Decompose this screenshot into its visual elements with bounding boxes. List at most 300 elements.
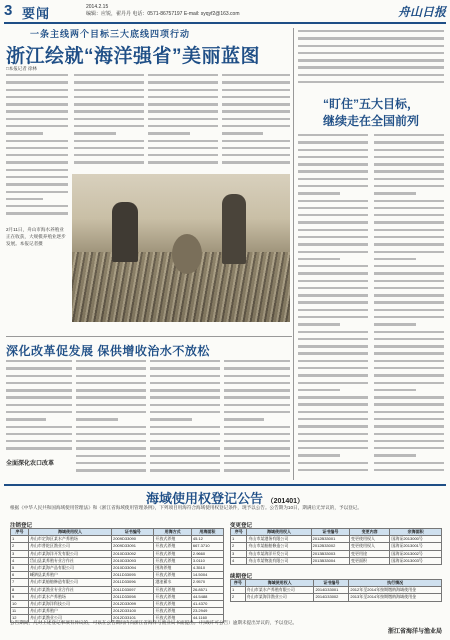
text-line (150, 360, 220, 362)
column-header: 证书编号 (112, 529, 154, 536)
table-cell: 2012B33001 (311, 536, 349, 543)
text-line (298, 258, 340, 260)
text-line (150, 462, 220, 464)
text-line (6, 110, 68, 112)
second-body-col-2 (76, 360, 146, 480)
text-line (6, 132, 43, 134)
text-line (374, 229, 444, 231)
text-line (148, 118, 218, 120)
text-line (76, 411, 146, 413)
table-row (11, 601, 224, 608)
text-line (298, 265, 368, 267)
table-row (11, 565, 224, 572)
text-line (298, 360, 368, 362)
text-line (150, 433, 220, 435)
text-line (6, 96, 68, 98)
table-cell: 舟山市某海洋开发公司 (247, 550, 311, 557)
second-subhead: 全面深化农口改革 (6, 461, 55, 467)
table-row (231, 550, 442, 557)
table-cell: 舟山市普陀区渔业公司 (28, 543, 111, 550)
table-row (11, 536, 224, 543)
text-line (374, 389, 416, 391)
text-line (374, 236, 444, 238)
text-line (150, 447, 220, 449)
table-cell: 国海证2013002号 (390, 550, 442, 557)
text-line (374, 178, 444, 180)
text-line (374, 141, 444, 143)
text-line (298, 418, 368, 420)
text-line (374, 323, 416, 325)
table-cell: 9 (11, 593, 29, 600)
second-body-col-1 (6, 360, 72, 456)
text-line (150, 396, 220, 398)
text-line (74, 103, 144, 105)
text-line (298, 454, 340, 456)
text-line (298, 316, 368, 318)
text-line (374, 403, 444, 405)
table-cell: 2012年至2014年按期缴纳海域使用金 (349, 587, 442, 594)
text-line (298, 374, 368, 376)
text-line (298, 30, 444, 32)
table-cell: 4 (231, 557, 247, 564)
text-line (374, 163, 444, 165)
table-cell: 2014D33001 (314, 587, 349, 594)
text-line (374, 454, 416, 456)
announcement-issue: （201401） (266, 498, 304, 505)
text-line (374, 200, 444, 202)
text-line (148, 81, 218, 83)
table-cell: 2011D33096 (112, 579, 154, 586)
text-line (374, 214, 444, 216)
text-line (148, 140, 218, 142)
text-line (374, 462, 444, 464)
table-cell: 舟山市某水产养殖有限公司 (245, 587, 314, 594)
right-table-title: 变更登记 (230, 523, 253, 529)
table-row (11, 572, 224, 579)
text-line (222, 118, 290, 120)
editor-credit: 编辑：应锐，翟丹丹 (86, 11, 132, 17)
column-header: 变更内容 (350, 529, 390, 536)
text-line (148, 96, 218, 98)
feature-headline-line1: “盯住”五大目标， (322, 97, 419, 111)
text-line (374, 309, 444, 311)
text-line (76, 469, 146, 471)
text-line (6, 198, 43, 200)
left-table-title: 注销登记 (10, 523, 33, 529)
text-line (6, 389, 72, 391)
table-row (231, 543, 442, 550)
text-line (298, 156, 368, 158)
text-line (222, 74, 290, 76)
text-line (222, 125, 290, 127)
column-header: 执行情况 (349, 580, 442, 587)
text-line (298, 178, 368, 180)
text-line (374, 149, 444, 151)
text-line (374, 411, 444, 413)
table-cell: 6 (11, 572, 29, 579)
text-line (6, 147, 68, 149)
text-line (298, 396, 368, 398)
feature-body-top (298, 30, 444, 92)
text-line (6, 140, 68, 142)
text-line (298, 221, 368, 223)
text-line (298, 338, 368, 340)
table-cell: 开放式养殖 (154, 586, 192, 593)
text-line (224, 447, 290, 449)
text-line (374, 433, 444, 435)
text-line (374, 345, 444, 347)
table-cell: 7 (11, 579, 29, 586)
table-cell: 2013B33003 (311, 550, 349, 557)
table-cell: 开放式养殖 (154, 593, 192, 600)
text-line (6, 89, 68, 91)
masthead-meta (86, 4, 240, 18)
table-cell: 2009D33091 (112, 543, 154, 550)
text-line (374, 367, 444, 369)
table-row (11, 593, 224, 600)
text-line (148, 154, 218, 156)
table-cell: 国海证2013000号 (390, 536, 442, 543)
text-line (224, 382, 290, 384)
text-line (222, 110, 290, 112)
text-line (374, 352, 444, 354)
text-line (76, 447, 146, 449)
text-line (74, 89, 144, 91)
text-line (224, 375, 290, 377)
text-line (74, 118, 144, 120)
text-line (224, 440, 290, 442)
section-title: 要闻 (22, 6, 51, 21)
text-line (222, 96, 290, 98)
text-line (6, 183, 68, 185)
table-cell: 3 (11, 550, 29, 557)
column-header: 海域使用权人 (245, 580, 314, 587)
text-line (150, 418, 192, 420)
text-line (374, 418, 444, 420)
table-cell: 舟山市某海产品有限公司 (28, 565, 111, 572)
harvest-basket (172, 234, 202, 274)
text-line (76, 426, 146, 428)
text-line (374, 207, 444, 209)
feature-headline-line2: 继续走在全国前列 (322, 114, 419, 128)
text-line (150, 404, 220, 406)
column-header: 序号 (11, 529, 29, 536)
text-line (150, 367, 220, 369)
text-line (224, 462, 290, 464)
text-line (6, 154, 68, 156)
text-line (298, 170, 368, 172)
text-line (298, 323, 340, 325)
text-line (298, 141, 368, 143)
renew-registration-table (230, 579, 442, 602)
table-cell: 4 (11, 557, 29, 564)
table-cell: 变更用途 (350, 550, 390, 557)
text-line (222, 89, 290, 91)
text-line (74, 161, 144, 163)
phone: 电话：0571-86757197 (132, 11, 183, 17)
text-line (74, 147, 144, 149)
text-line (150, 440, 220, 442)
table-header-row (231, 580, 442, 587)
text-line (6, 447, 72, 449)
text-line (6, 411, 72, 413)
text-line (374, 192, 416, 194)
feature-body-col-1 (298, 134, 368, 480)
text-line (298, 345, 368, 347)
table-cell: 开放式养殖 (154, 572, 192, 579)
text-line (76, 433, 146, 435)
text-line (150, 455, 220, 457)
text-line (374, 382, 444, 384)
text-line (76, 440, 146, 442)
text-line (6, 212, 68, 214)
table-cell: 舟山市某养殖户 (28, 608, 111, 615)
text-line (374, 272, 444, 274)
table-header-row (11, 529, 224, 536)
text-line (150, 469, 220, 471)
text-line (6, 433, 72, 435)
issuing-office: 浙江省海洋与渔业局 (387, 629, 442, 635)
text-line (298, 469, 368, 471)
text-line (298, 440, 368, 442)
table-cell: 11 (11, 608, 29, 615)
text-line (298, 81, 444, 83)
table-cell: 44.5488 (191, 593, 223, 600)
text-line (74, 154, 144, 156)
table-cell: 舟山市定海区某水产养殖场 (28, 536, 111, 543)
text-line (374, 374, 444, 376)
text-line (150, 389, 220, 391)
text-line (6, 161, 68, 163)
second-body-col-4 (224, 360, 290, 480)
text-line (374, 134, 444, 136)
text-line (374, 440, 444, 442)
table-cell: 舟山市某船舶修造公司 (247, 543, 311, 550)
lead-body-col-4 (222, 74, 290, 170)
text-line (298, 163, 368, 165)
table-cell: 2012D33099 (112, 601, 154, 608)
text-line (6, 382, 72, 384)
table-cell: 2011D33098 (112, 593, 154, 600)
text-line (298, 229, 368, 231)
text-line (374, 469, 444, 471)
text-line (224, 418, 264, 420)
text-line (222, 147, 290, 149)
table-cell: 3 (231, 550, 247, 557)
column-header: 序号 (231, 580, 246, 587)
lead-body-col-3 (148, 74, 218, 170)
table-header-row (231, 529, 442, 536)
table-cell: 舟山市某渔业公司 (28, 615, 111, 622)
table-cell: 2011D33097 (112, 586, 154, 593)
text-line (224, 360, 290, 362)
text-line (148, 89, 218, 91)
text-line (74, 96, 144, 98)
text-line (224, 404, 290, 406)
text-line (222, 103, 290, 105)
table-cell: 10 (11, 601, 29, 608)
text-line (374, 294, 444, 296)
text-line (374, 316, 444, 318)
text-line (74, 140, 144, 142)
email: E-mail: syqyf2@163.com (183, 11, 240, 17)
text-line (76, 382, 146, 384)
table-row (11, 543, 224, 550)
column-header: 宗海面积 (390, 529, 442, 536)
text-line (76, 389, 146, 391)
text-line (224, 426, 290, 428)
text-line (6, 440, 72, 442)
second-headline: 深化改革促发展 保供增收治水不放松 (6, 344, 210, 358)
text-line (6, 375, 72, 377)
text-line (374, 301, 444, 303)
text-line (6, 360, 72, 362)
text-line (298, 352, 368, 354)
text-line (298, 207, 368, 209)
table-cell: 23.2949 (191, 608, 223, 615)
text-line (298, 243, 368, 245)
table-row (231, 557, 442, 564)
second-body-col-3 (150, 360, 220, 480)
table-cell: 667.3710 (191, 543, 223, 550)
text-line (6, 81, 68, 83)
text-line (148, 103, 218, 105)
table-cell: 开放式养殖 (154, 543, 192, 550)
text-line (76, 375, 146, 377)
table-row (11, 579, 224, 586)
lead-body-col-2 (74, 74, 144, 170)
table-cell: 舟山市某海洋渔业公司 (245, 594, 314, 601)
text-line (374, 185, 444, 187)
table-cell: 开放式养殖 (154, 601, 192, 608)
table-cell: 舟山市某渔业专业合作社 (28, 586, 111, 593)
text-line (224, 389, 290, 391)
table-cell: 44.1160 (191, 615, 223, 622)
table-cell: 开放式养殖 (154, 550, 192, 557)
table-cell: 舟山市某港务有限公司 (247, 536, 311, 543)
table-cell: 1 (11, 536, 29, 543)
text-line (298, 200, 368, 202)
text-line (298, 411, 368, 413)
text-line (298, 134, 368, 136)
table-cell: 1 (231, 536, 247, 543)
text-line (6, 205, 68, 207)
lead-kicker: 一条主线两个目标三大底线四项行动 (30, 29, 191, 39)
table-cell: 2009D33090 (112, 536, 154, 543)
text-line (74, 81, 144, 83)
table-row (11, 608, 224, 615)
text-line (298, 236, 368, 238)
text-line (374, 243, 444, 245)
renew-table-title: 续期登记 (230, 574, 253, 580)
text-line (6, 176, 68, 178)
column-header: 序号 (231, 529, 247, 536)
table-cell: 舟山市某水产养殖场 (28, 593, 111, 600)
text-line (298, 382, 368, 384)
worker-figure (222, 194, 246, 264)
text-line (298, 294, 368, 296)
table-cell: 2010D33093 (112, 557, 154, 564)
text-line (298, 367, 368, 369)
text-line (6, 103, 68, 105)
text-line (148, 110, 218, 112)
right-registration-table (230, 528, 442, 565)
text-line (6, 191, 68, 193)
table-cell: 嵊泗县某养殖户 (28, 572, 111, 579)
text-line (224, 455, 290, 457)
text-line (298, 59, 444, 61)
table-row (11, 586, 224, 593)
table-cell: 12 (11, 615, 29, 622)
column-header: 证书编号 (311, 529, 349, 536)
text-line (150, 426, 220, 428)
text-line (6, 125, 68, 127)
table-cell: 开放式养殖 (154, 557, 192, 564)
table-cell: 变更使用权人 (350, 536, 390, 543)
table-row (231, 536, 442, 543)
text-line (298, 214, 368, 216)
table-cell: 舟山市某物流有限公司 (247, 557, 311, 564)
text-line (298, 287, 368, 289)
column-divider (293, 28, 294, 480)
text-line (222, 140, 290, 142)
text-line (374, 221, 444, 223)
text-line (6, 396, 72, 398)
worker-figure (112, 202, 138, 262)
text-line (222, 154, 290, 156)
text-line (298, 66, 444, 68)
table-cell: 2013B33004 (311, 557, 349, 564)
text-line (148, 74, 218, 76)
table-cell: 2012B33002 (311, 543, 349, 550)
text-line (374, 251, 444, 253)
text-line (374, 287, 444, 289)
column-header: 证书编号 (314, 580, 349, 587)
text-line (6, 367, 72, 369)
photo-caption: 2月11日，舟山市海水养殖业正在收获，大规模养殖业逐步发展。本报记者摄 (6, 227, 66, 246)
table-row (11, 557, 224, 564)
announcement-intro: 根据《中华人民共和国海域使用管理法》和《浙江省海域使用管理条例》，下列项目用海符合海域使用权登记条件，现予以公告。公告期为10日，期满后无异议的，予以登记。 (10, 505, 362, 510)
text-line (374, 447, 444, 449)
table-cell: 开放式养殖 (154, 536, 192, 543)
text-line (76, 462, 146, 464)
text-line (74, 110, 144, 112)
text-line (76, 360, 146, 362)
left-registration-table (10, 528, 224, 623)
table-cell: 41.4370 (191, 601, 223, 608)
text-line (6, 169, 68, 171)
table-cell: 2 (231, 543, 247, 550)
table-cell: 2010D33094 (112, 565, 154, 572)
text-line (298, 331, 368, 333)
table-cell: 舟山市某船舶修造有限公司 (28, 579, 111, 586)
lead-headline: 浙江绘就“海洋强省”美丽蓝图 (6, 46, 261, 67)
text-line (222, 132, 263, 134)
table-cell: 45.12 (191, 536, 223, 543)
announcement-divider (4, 484, 446, 486)
table-cell: 5 (11, 565, 29, 572)
column-header: 海域使用权人 (28, 529, 111, 536)
table-cell: 舟山市某海洋科技公司 (28, 601, 111, 608)
text-line (150, 411, 220, 413)
text-line (298, 389, 340, 391)
lead-byline: □本报记者 徐林 (6, 66, 37, 71)
text-line (150, 382, 220, 384)
table-row (231, 594, 442, 601)
text-line (76, 404, 146, 406)
text-line (76, 367, 146, 369)
text-line (6, 418, 46, 420)
